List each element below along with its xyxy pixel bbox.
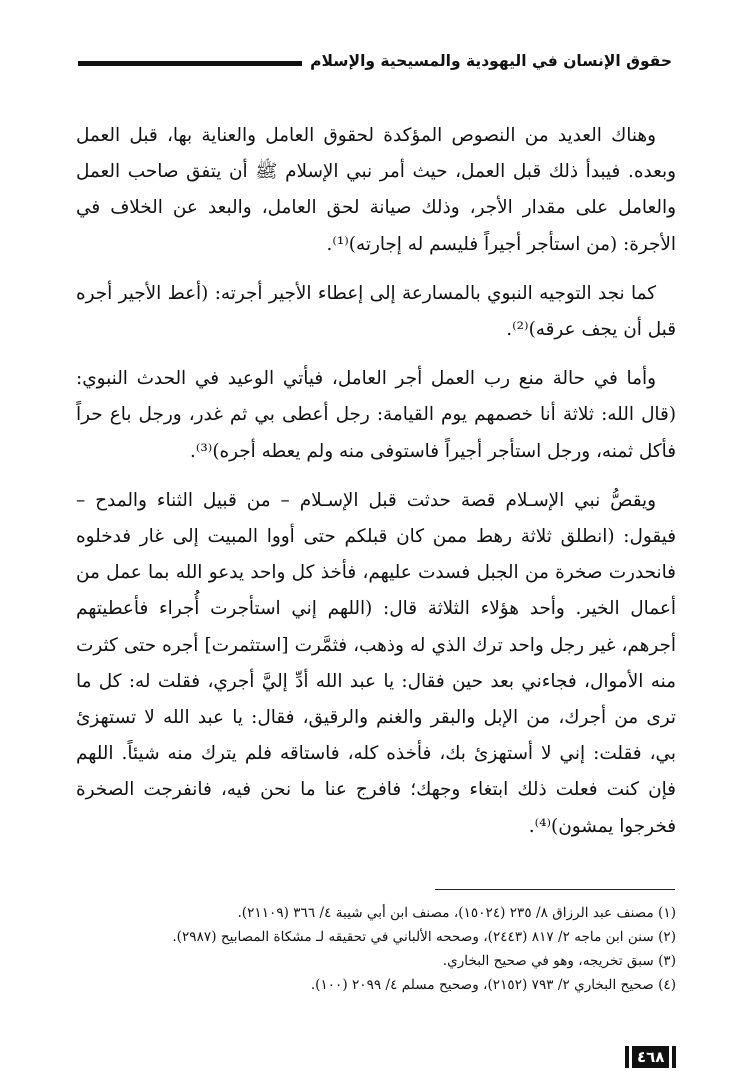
paragraph-2 bbox=[76, 276, 676, 348]
text-line: وأما في حالة منع رب العمل أجر العامل، فيأتي الوعيد في الحدث النبوي: (قال bbox=[76, 368, 676, 426]
page-number-bar-right bbox=[672, 1046, 676, 1068]
page-number-label: ٤٦٨ bbox=[632, 1046, 669, 1068]
text-line: (انطلق ثلاثة رهط ممن كان قبلكم حتى أووا المبيت إلى غار فدخلوه فانحدرت صخرة bbox=[76, 526, 676, 584]
text-line: ورجل استأجر أجيراً فاستوفى منه ولم يعطه أجره)⁽³⁾. bbox=[190, 440, 591, 462]
text-line: فيه، فانفرجت الصخرة فخرجوا يمشون)⁽⁴⁾. bbox=[76, 779, 676, 837]
footnote-3: (٣) سبق تخريجه، وهو في صحيح البخاري. bbox=[442, 953, 676, 969]
text-line: الله: ثلاثة أنا خصمهم يوم القيامة: رجل أعطى بي ثم غدر، ورجل باع حراً فأكل ثمنه، bbox=[76, 404, 676, 462]
text-line: أجيراً فليسم له إجارته)⁽¹⁾. bbox=[326, 233, 522, 255]
footnotes bbox=[100, 901, 676, 997]
header-rule bbox=[78, 61, 302, 66]
text-line: ترك الذي له وذهب، فثمَّرت [استثمرت] أجره حتى كثرت منه الأموال، فجاءني بعد bbox=[76, 634, 676, 692]
text-line: والغنم والرقيق، فقال: يا عبد الله لا تستهزئ بي، فقلت: إني لا أستهزئ بك، فأخذه كله، bbox=[76, 707, 676, 765]
text-line: وهناك العديد من النصوص المؤكدة لحقوق العامل والعناية بها، قبل العمل وبعده. bbox=[76, 125, 676, 183]
running-title: حقوق الإنسان في اليهودية والمسيحية والإسلام bbox=[310, 52, 672, 70]
running-header bbox=[78, 44, 672, 78]
text-line: هؤلاء الثلاثة قال: (اللهم إني استأجرت أُجراء فأعطيتهم أجرهم، غير رجل واحد bbox=[76, 598, 676, 656]
page-number-bar-left bbox=[625, 1046, 629, 1068]
footnote-2: (٢) سنن ابن ماجه ٢/ ٨١٧ (٢٤٤٣)، وصححه الألباني في تحقيقه لـ مشكاة المصابيح (٢٩٨٧). bbox=[172, 929, 676, 945]
paragraph-4 bbox=[76, 483, 676, 845]
text-line: كما نجد التوجيه النبوي بالمسارعة إلى إعطاء الأجير أجرته: (أعط الأجير أجره قبل bbox=[76, 282, 676, 341]
paragraph-1 bbox=[76, 118, 676, 263]
text-line: فيبدأ ذلك قبل العمل، حيث أمر نبي الإسلام ﷺ أن يتفق صاحب العمل والعامل على bbox=[76, 161, 676, 219]
text-line: حين فقال: يا عبد الله أدِّ إليَّ أجري، فقلت له: كل ما ترى من أجرك، من الإبل والبقر bbox=[76, 670, 676, 729]
page-number bbox=[625, 1046, 676, 1068]
text-line: فاستاقه فلم يترك منه شيئاً. اللهم فإن كنت فعلت ذلك ابتغاء وجهك؛ فافرج عنا ما نحن bbox=[76, 743, 676, 801]
text-line: أن يجف عرقه)⁽²⁾. bbox=[506, 319, 642, 341]
footnote-4: (٤) صحيح البخاري ٢/ ٧٩٣ (٢١٥٢)، وصحيح مسلم ٤/ ٢٠٩٩ (١٠٠). bbox=[310, 977, 676, 993]
text-line: من الجبل فسدت عليهم، فأخذ كل واحد يدعو الله بما عمل من أعمال الخير. وأحد bbox=[76, 562, 676, 620]
text-line: مقدار الأجر، وذلك صيانة لحق العامل، والبعد عن الخلاف في الأجرة: (من استأجر bbox=[76, 197, 676, 255]
body-text bbox=[76, 118, 676, 858]
footnote-separator bbox=[435, 889, 675, 890]
paragraph-3 bbox=[76, 361, 676, 470]
footnote-1: (١) مصنف عبد الرزاق ٨/ ٢٣٥ (١٥٠٢٤)، مصنف ابن أبي شيبة ٤/ ٣٦٦ (٢١١٠٩). bbox=[237, 905, 676, 921]
text-line: ويقصُّ نبي الإسـلام قصة حدثت قبل الإسـلام – من قبيل الثناء والمدح – فيقول: bbox=[76, 489, 676, 548]
